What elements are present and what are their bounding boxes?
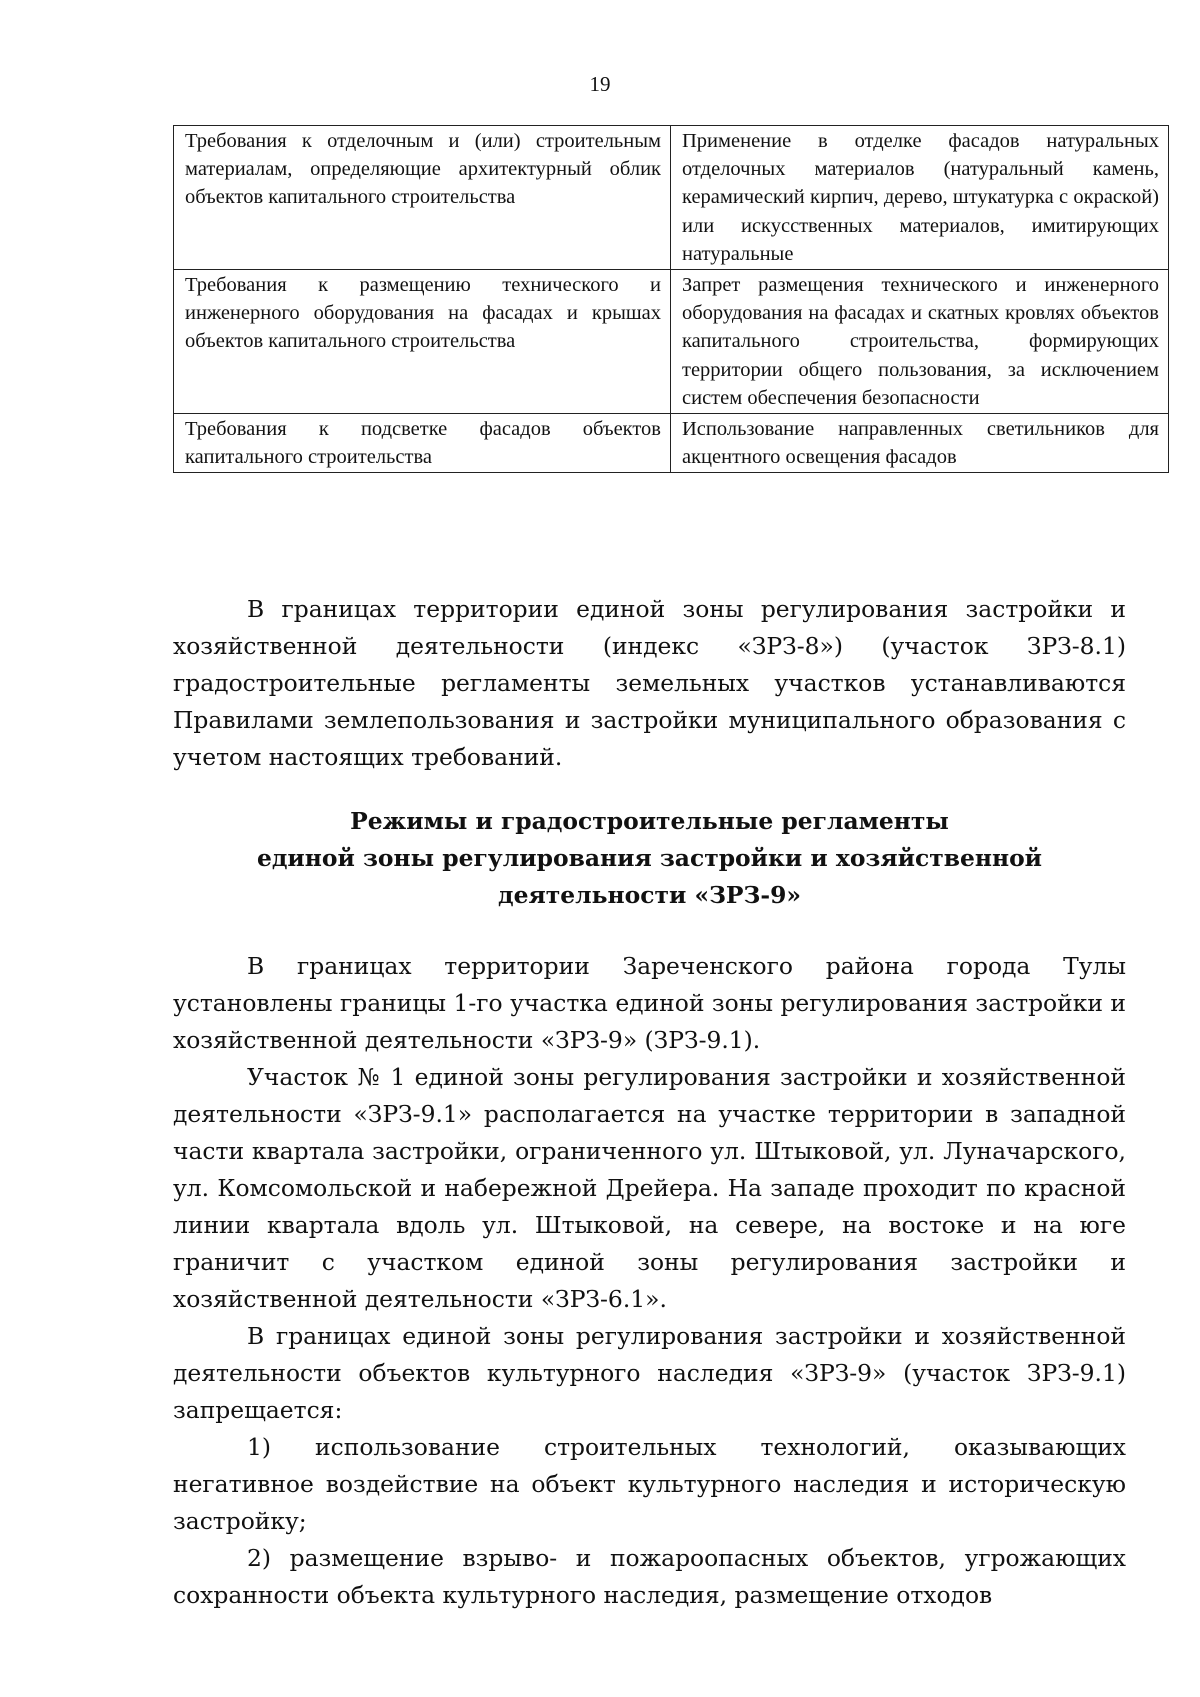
table-row xyxy=(174,414,1169,473)
paragraph: В границах территории Зареченского района города Тулы установлены границы 1-го участка единой зоны регулирования застройки и хозяйственной деятельности «ЗРЗ-9» (ЗРЗ-9.1). xyxy=(173,952,1126,1054)
table-cell-requirement: Требования к отделочным и (или) строительным материалам, определяющие архитектурный облик объектов капитального строительства xyxy=(174,126,671,270)
heading-line: Режимы и градостроительные регламенты xyxy=(350,807,949,835)
table-cell-requirement: Требования к подсветке фасадов объектов капитального строительства xyxy=(174,414,671,473)
paragraph: В границах территории единой зоны регулирования застройки и хозяйственной деятельности (индекс «ЗРЗ-8») (участок ЗРЗ-8.1) градостроительные регламенты земельных участков устанавливаются Правилами землепользования и застройки муниципального образования с учетом настоящих требований. xyxy=(173,595,1126,771)
paragraph: 2) размещение взрыво- и пожароопасных объектов, угрожающих сохранности объекта культурного наследия, размещение отходов xyxy=(173,1544,1126,1609)
paragraph: Участок № 1 единой зоны регулирования застройки и хозяйственной деятельности «ЗРЗ-9.1» располагается на участке территории в западной части квартала застройки, ограниченного ул. Штыковой, ул. Луначарского, ул. Комсомольской и набережной Дрейера. На западе проходит по красной линии квартала вдоль ул. Штыковой, на севере, на востоке и на юге граничит с участком единой зоны регулирования застройки и хозяйственной деятельности «ЗРЗ-6.1». xyxy=(173,1063,1126,1313)
table-cell-regulation: Применение в отделке фасадов натуральных отделочных материалов (натуральный камень, керамический кирпич, дерево, штукатурка с окраской) или искусственных материалов, имитирующих натуральные xyxy=(671,126,1169,270)
table-cell-regulation: Использование направленных светильников для акцентного освещения фасадов xyxy=(671,414,1169,473)
table-row xyxy=(174,126,1169,270)
regulations-table xyxy=(173,125,1169,473)
section-heading xyxy=(173,803,1126,914)
table-cell-requirement: Требования к размещению технического и инженерного оборудования на фасадах и крышах объектов капитального строительства xyxy=(174,270,671,414)
paragraph: 1) использование строительных технологий, оказывающих негативное воздействие на объект культурного наследия и историческую застройку; xyxy=(173,1433,1126,1535)
heading-line: единой зоны регулирования застройки и хозяйственной xyxy=(256,844,1043,872)
page-number: 19 xyxy=(589,72,611,96)
intro-paragraph-block xyxy=(173,591,1126,776)
paragraph: В границах единой зоны регулирования застройки и хозяйственной деятельности объектов культурного наследия «ЗРЗ-9» (участок ЗРЗ-9.1) запрещается: xyxy=(173,1322,1126,1424)
section-body xyxy=(173,948,1126,1614)
table-cell-regulation: Запрет размещения технического и инженерного оборудования на фасадах и скатных кровлях объектов капитального строительства, формирующих территории общего пользования, за исключением систем обеспечения безопасности xyxy=(671,270,1169,414)
heading-line: деятельности «ЗРЗ-9» xyxy=(498,881,801,909)
table-row xyxy=(174,270,1169,414)
